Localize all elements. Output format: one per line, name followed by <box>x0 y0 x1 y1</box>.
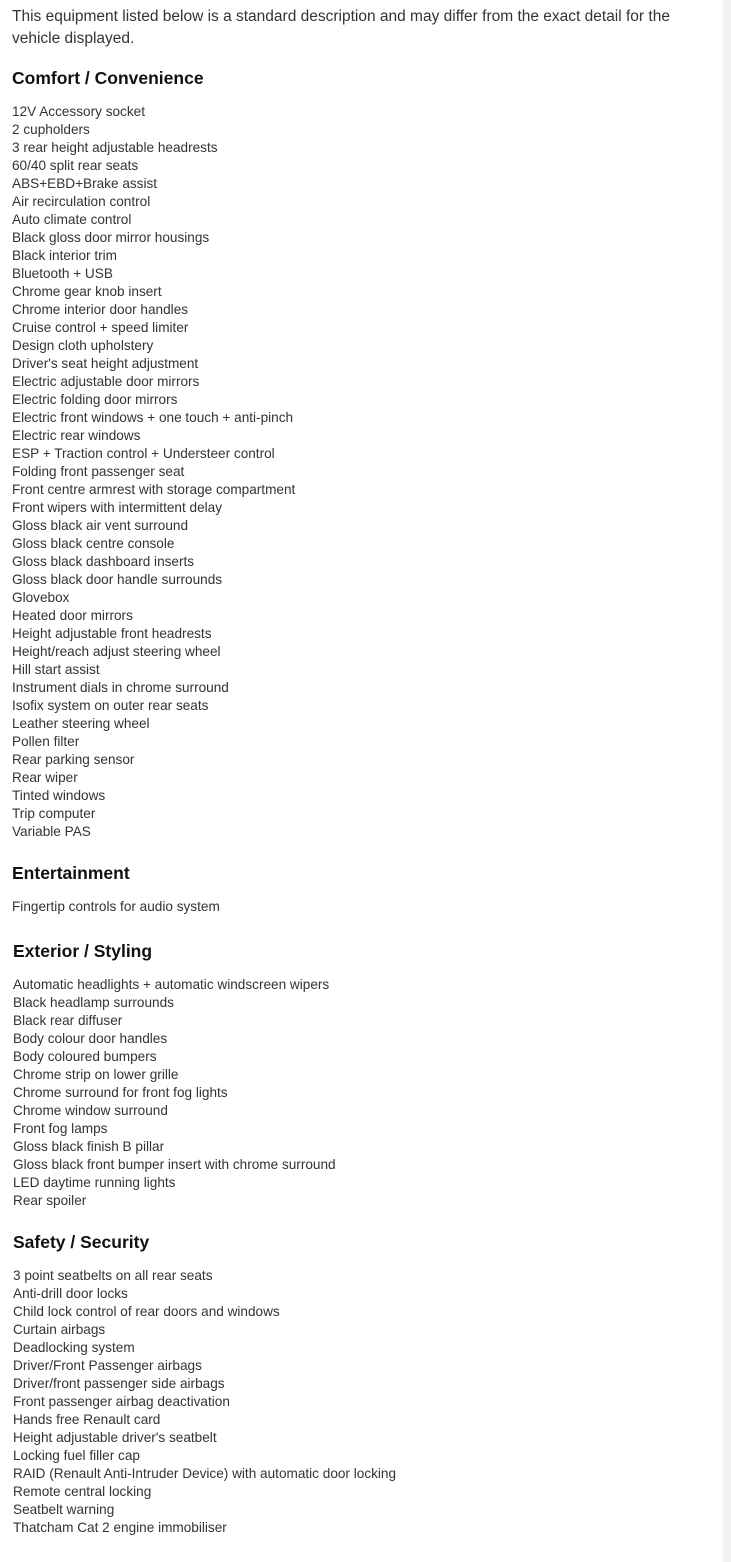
feature-item: Fingertip controls for audio system <box>12 899 220 914</box>
feature-item: Seatbelt warning <box>13 1502 115 1517</box>
feature-item: Body colour door handles <box>13 1031 168 1046</box>
feature-item: Trip computer <box>12 806 96 821</box>
feature-item: Driver/front passenger side airbags <box>13 1376 225 1391</box>
section-comfort-convenience <box>12 66 295 841</box>
feature-item: Height adjustable front headrests <box>12 626 212 641</box>
feature-item: Chrome window surround <box>13 1103 168 1118</box>
feature-item: Variable PAS <box>12 824 91 839</box>
feature-item: Locking fuel filler cap <box>13 1448 140 1463</box>
feature-item: 2 cupholders <box>12 122 90 137</box>
feature-item: 3 point seatbelts on all rear seats <box>13 1268 213 1283</box>
feature-item: Isofix system on outer rear seats <box>12 698 209 713</box>
feature-item: LED daytime running lights <box>13 1175 176 1190</box>
feature-item: Automatic headlights + automatic windscreen wipers <box>13 977 330 992</box>
feature-item: Auto climate control <box>12 212 132 227</box>
feature-item: 60/40 split rear seats <box>12 158 139 173</box>
feature-item: Gloss black finish B pillar <box>13 1139 165 1154</box>
feature-item: Black headlamp surrounds <box>13 995 174 1010</box>
feature-item: Chrome interior door handles <box>12 302 189 317</box>
feature-item: Black interior trim <box>12 248 117 263</box>
feature-item: Electric folding door mirrors <box>12 392 178 407</box>
section-exterior-styling <box>13 939 336 1210</box>
feature-item: Hill start assist <box>12 662 100 677</box>
feature-item: Rear spoiler <box>13 1193 87 1208</box>
feature-item: Chrome surround for front fog lights <box>13 1085 228 1100</box>
feature-item: Front passenger airbag deactivation <box>13 1394 230 1409</box>
feature-list <box>13 976 336 1210</box>
feature-list <box>12 103 295 841</box>
section-title: Safety / Security <box>13 1232 150 1252</box>
feature-item: Electric adjustable door mirrors <box>12 374 200 389</box>
feature-item: ESP + Traction control + Understeer control <box>12 446 275 461</box>
feature-item: Black rear diffuser <box>13 1013 123 1028</box>
feature-item: 12V Accessory socket <box>12 104 145 119</box>
feature-item: Electric rear windows <box>12 428 141 443</box>
section-entertainment <box>12 861 220 916</box>
feature-item: Gloss black air vent surround <box>12 518 189 533</box>
disclaimer-text: This equipment listed below is a standard description and may differ from the exact detail for the vehicle displayed. <box>12 8 670 47</box>
feature-item: Gloss black centre console <box>12 536 175 551</box>
feature-item: Deadlocking system <box>13 1340 135 1355</box>
feature-item: Black gloss door mirror housings <box>12 230 210 245</box>
section-title: Exterior / Styling <box>13 941 153 961</box>
feature-item: Remote central locking <box>13 1484 152 1499</box>
feature-item: 3 rear height adjustable headrests <box>12 140 218 155</box>
feature-item: Driver/Front Passenger airbags <box>13 1358 202 1373</box>
feature-item: Gloss black front bumper insert with chrome surround <box>13 1157 336 1172</box>
feature-item: Gloss black door handle surrounds <box>12 572 223 587</box>
feature-item: Leather steering wheel <box>12 716 150 731</box>
feature-item: Height adjustable driver's seatbelt <box>13 1430 217 1445</box>
feature-item: Child lock control of rear doors and windows <box>13 1304 280 1319</box>
feature-item: Pollen filter <box>12 734 80 749</box>
feature-item: Chrome gear knob insert <box>12 284 162 299</box>
feature-item: Hands free Renault card <box>13 1412 161 1427</box>
feature-item: Height/reach adjust steering wheel <box>12 644 221 659</box>
feature-list <box>13 1267 396 1537</box>
feature-item: Rear parking sensor <box>12 752 135 767</box>
feature-item: Instrument dials in chrome surround <box>12 680 229 695</box>
equipment-list <box>12 0 702 1535</box>
feature-item: Anti-drill door locks <box>13 1286 128 1301</box>
feature-item: Rear wiper <box>12 770 78 785</box>
feature-item: RAID (Renault Anti-Intruder Device) with automatic door locking <box>13 1466 397 1481</box>
feature-item: Design cloth upholstery <box>12 338 154 353</box>
feature-item: Curtain airbags <box>13 1322 106 1337</box>
feature-item: Bluetooth + USB <box>12 266 113 281</box>
feature-item: Tinted windows <box>12 788 106 803</box>
section-safety-security <box>13 1230 396 1537</box>
feature-item: ABS+EBD+Brake assist <box>12 176 158 191</box>
feature-item: Front fog lamps <box>13 1121 108 1136</box>
feature-item: Folding front passenger seat <box>12 464 185 479</box>
feature-item: Body coloured bumpers <box>13 1049 157 1064</box>
feature-item: Front centre armrest with storage compartment <box>12 482 296 497</box>
scrollbar-track[interactable] <box>723 0 731 1562</box>
feature-item: Chrome strip on lower grille <box>13 1067 179 1082</box>
feature-item: Glovebox <box>12 590 70 605</box>
section-title: Entertainment <box>12 863 130 883</box>
feature-item: Cruise control + speed limiter <box>12 320 189 335</box>
feature-item: Air recirculation control <box>12 194 151 209</box>
feature-item: Heated door mirrors <box>12 608 133 623</box>
feature-list <box>12 898 220 916</box>
feature-item: Driver's seat height adjustment <box>12 356 199 371</box>
feature-item: Gloss black dashboard inserts <box>12 554 195 569</box>
feature-item: Electric front windows + one touch + anti-pinch <box>12 410 294 425</box>
feature-item: Front wipers with intermittent delay <box>12 500 223 515</box>
section-title: Comfort / Convenience <box>12 68 204 88</box>
feature-item: Thatcham Cat 2 engine immobiliser <box>13 1520 227 1535</box>
